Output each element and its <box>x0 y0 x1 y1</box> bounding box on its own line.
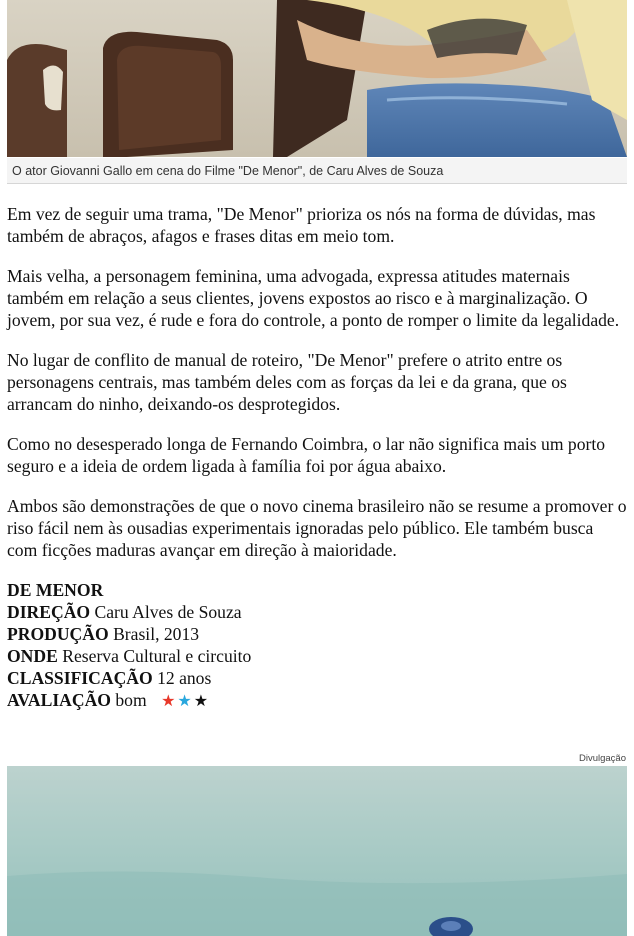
credits-producao-row <box>7 623 627 645</box>
direcao-label: DIREÇÃO <box>7 602 91 622</box>
photo-credit: Divulgação <box>579 753 626 764</box>
article-paragraph: Em vez de seguir uma trama, "De Menor" prioriza os nós na forma de dúvidas, mas também de abraços, afagos e frases ditas em meio tom. <box>7 204 596 246</box>
film-still-photo-top[interactable] <box>7 0 627 157</box>
star-icon: ★ <box>193 693 211 710</box>
film-still-illustration <box>7 0 627 157</box>
film-still-photo-bottom[interactable] <box>7 766 627 936</box>
producao-value: Brasil, 2013 <box>113 624 200 644</box>
producao-label: PRODUÇÃO <box>7 624 109 644</box>
avaliacao-label: AVALIAÇÃO <box>7 690 111 710</box>
credits-classificacao-row <box>7 667 627 689</box>
credits-direcao-row <box>7 601 627 623</box>
credits-title: DE MENOR <box>7 580 104 600</box>
article-paragraph: Como no desesperado longa de Fernando Coimbra, o lar não significa mais um porto seguro e a ideia de ordem ligada à família foi por água abaixo. <box>7 434 606 476</box>
classificacao-label: CLASSIFICAÇÃO <box>7 668 153 688</box>
article-paragraph: No lugar de conflito de manual de roteiro, "De Menor" prefere o atrito entre os personagens centrais, mas também deles com as forças da lei e da grana, que os arrancam do ninho, deixando-os desprotegidos. <box>7 350 567 414</box>
credits-avaliacao-row <box>7 689 627 713</box>
onde-value: Reserva Cultural e circuito <box>62 646 252 666</box>
classificacao-value: 12 anos <box>157 668 212 688</box>
article-body <box>7 203 627 713</box>
article-paragraph: Ambos são demonstrações de que o novo cinema brasileiro não se resume a promover o riso fácil nem às ousadias experimentais ignoradas pelo público. Ele também busca com ficções maduras avançar em direção à maioridade. <box>7 496 627 560</box>
credits-title-row <box>7 579 627 601</box>
rating-stars <box>161 693 210 710</box>
article-paragraph: Mais velha, a personagem feminina, uma advogada, expressa atitudes maternais também em relação a seus clientes, jovens expostos ao risco e à marginalização. O jovem, por sua vez, é rude e fora do controle, a ponto de romper o limite da legalidade. <box>7 266 620 330</box>
avaliacao-value: bom <box>115 690 147 710</box>
film-still-illustration-bottom <box>7 766 627 936</box>
photo-caption: O ator Giovanni Gallo em cena do Filme "De Menor", de Caru Alves de Souza <box>7 158 627 184</box>
star-icon: ★ <box>177 693 194 710</box>
onde-label: ONDE <box>7 646 58 666</box>
film-credits <box>7 579 627 713</box>
star-icon: ★ <box>161 693 178 710</box>
credits-onde-row <box>7 645 627 667</box>
direcao-value: Caru Alves de Souza <box>94 602 242 622</box>
